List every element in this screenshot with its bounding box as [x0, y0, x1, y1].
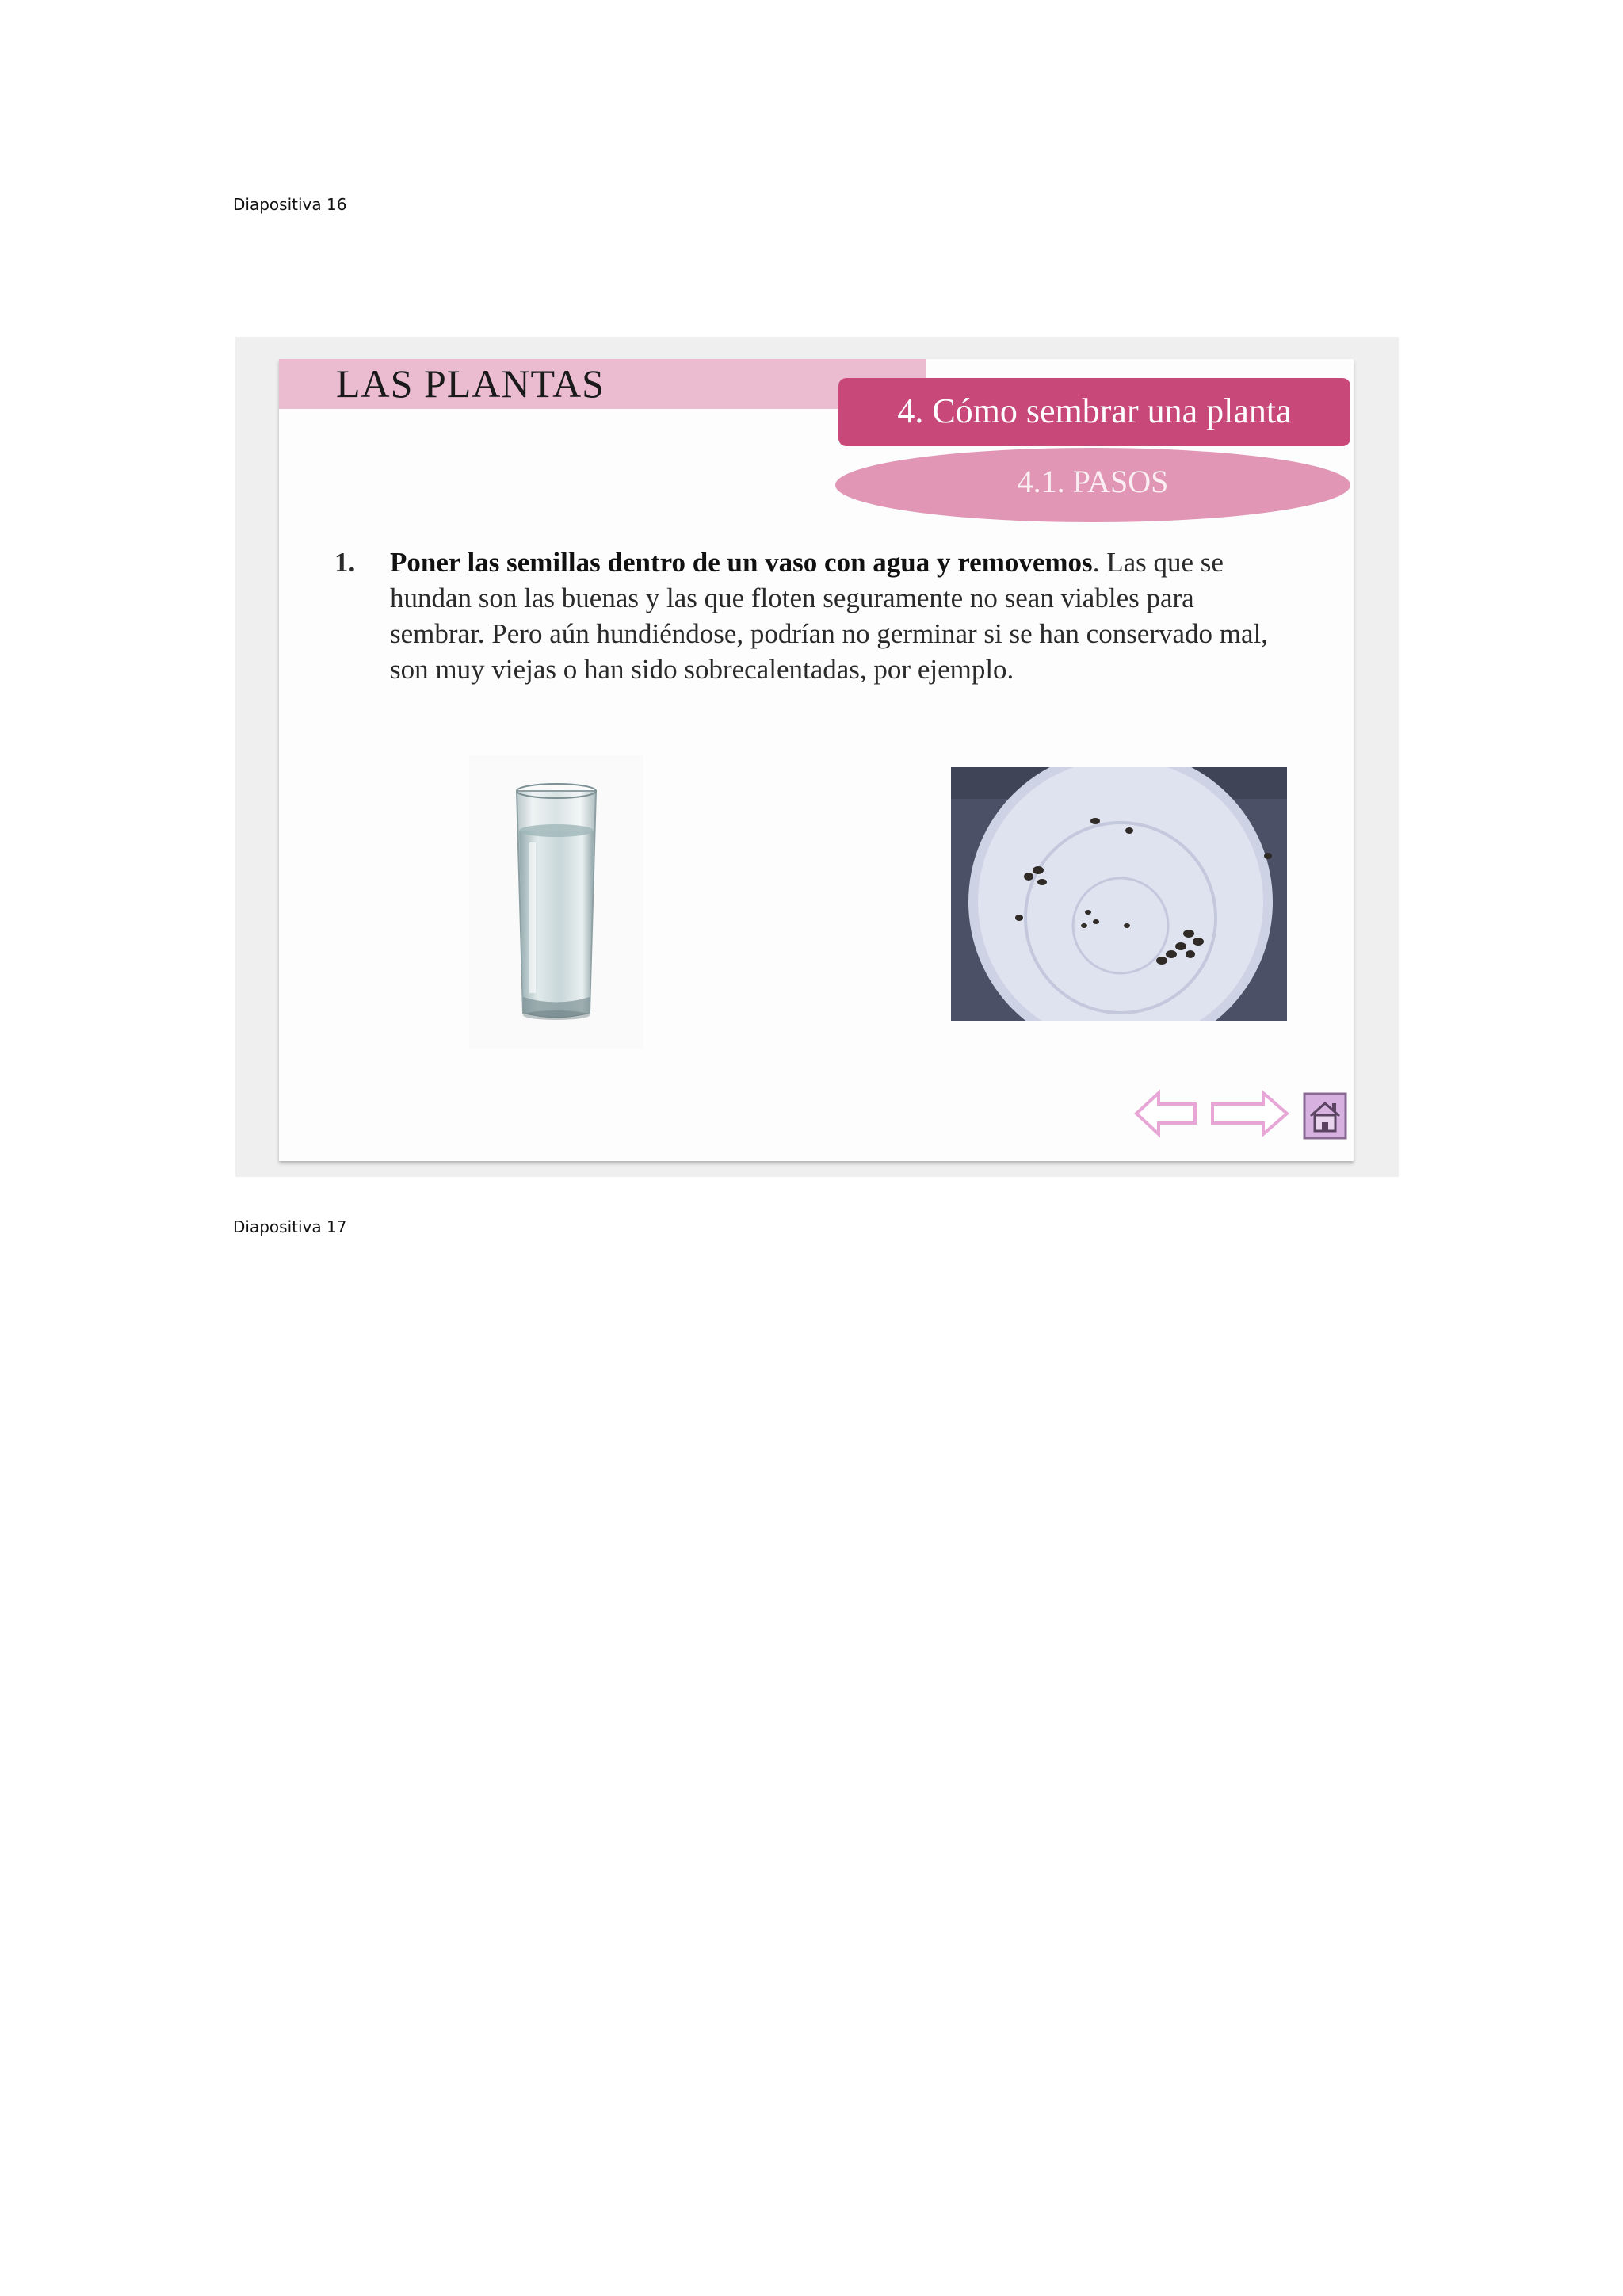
- step-number: 1.: [334, 547, 356, 578]
- slide-title: LAS PLANTAS: [336, 361, 605, 406]
- slide: [279, 359, 1354, 1161]
- slide-frame: [235, 337, 1399, 1177]
- step-item: [334, 544, 1293, 687]
- previous-slide-button[interactable]: [1133, 1088, 1198, 1143]
- step-rest-text: . Las que se hundan son las buenas y las que floten seguramente no sean viables para sembrar. Pero aún hundiéndose, podrían no germinar si se han conservado mal, son muy viejas o han sido sobrecalentadas, por ejemplo.: [390, 547, 1269, 685]
- seeds-in-water-image: [951, 767, 1287, 1021]
- home-button[interactable]: [1303, 1092, 1347, 1144]
- next-slide-button[interactable]: [1209, 1088, 1290, 1143]
- slide-caption-16: Diapositiva 16: [233, 195, 347, 214]
- home-icon: [1303, 1129, 1347, 1143]
- subsection-heading: 4.1. PASOS: [1017, 464, 1169, 499]
- slide-caption-17: Diapositiva 17: [233, 1217, 347, 1236]
- subsection-heading-ellipse: [835, 448, 1350, 522]
- glass-of-water-image: [469, 755, 643, 1049]
- section-heading: 4. Cómo sembrar una planta: [897, 392, 1292, 430]
- left-arrow-icon: [1133, 1129, 1198, 1142]
- section-heading-box: [838, 378, 1350, 446]
- step-text: [390, 544, 1293, 687]
- right-arrow-icon: [1209, 1129, 1290, 1142]
- step-bold-text: Poner las semillas dentro de un vaso con agua y removemos: [390, 547, 1093, 578]
